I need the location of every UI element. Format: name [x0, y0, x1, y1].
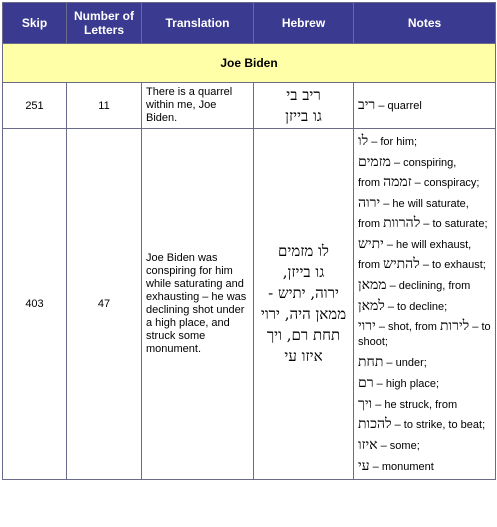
notes-cell	[354, 129, 496, 480]
hebrew-line: גו בייזן	[285, 106, 322, 125]
note-item	[358, 373, 492, 394]
note-item	[358, 415, 492, 435]
note-prefix: from	[358, 177, 384, 189]
note-text: – under;	[383, 357, 427, 369]
note-hebrew-word: להרוות	[383, 215, 421, 231]
note-hebrew-word: עי	[358, 458, 370, 474]
letters-cell: 11	[67, 83, 142, 129]
note-text: – declining, from	[386, 280, 471, 292]
hebrew-line: ממאן היה, ירוי	[260, 305, 347, 323]
note-hebrew-word: למאן	[358, 298, 385, 314]
note-hebrew-word: לו	[358, 133, 369, 149]
note-hebrew-word: לירות	[440, 318, 470, 334]
note-text: – to saturate;	[420, 218, 488, 230]
note-hebrew-word: ירוה	[358, 195, 381, 211]
note-item	[358, 152, 492, 173]
note-hebrew-word: זממה	[383, 174, 412, 190]
bible-code-table-container	[2, 2, 496, 480]
note-item	[358, 214, 492, 234]
header-row	[3, 3, 496, 44]
note-text: – high place;	[373, 378, 440, 390]
note-hebrew-word: יתיש	[358, 236, 384, 252]
note-hebrew-word: רם	[358, 375, 374, 391]
skip-cell: 251	[3, 83, 67, 129]
note-hebrew-word: ריב	[358, 97, 376, 113]
note-item	[358, 193, 492, 214]
note-hebrew-word: ירוי	[358, 318, 376, 334]
note-item	[358, 95, 492, 116]
note-item	[358, 131, 492, 152]
header-translation: Translation	[142, 3, 254, 44]
header-number-of-letters: Number of Letters	[67, 3, 142, 44]
note-item	[358, 173, 492, 193]
note-text: – he will saturate,	[380, 198, 469, 210]
note-item	[358, 275, 492, 296]
note-hebrew-word: להתיש	[383, 256, 420, 272]
hebrew-cell	[254, 83, 354, 129]
note-text: – to decline;	[384, 301, 448, 313]
table-row	[3, 129, 496, 480]
letters-cell: 47	[67, 129, 142, 480]
note-text: – to strike, to beat;	[391, 419, 486, 431]
note-text: – conspiring,	[390, 157, 457, 169]
note-text: – he will exhaust,	[383, 239, 472, 251]
header-skip: Skip	[3, 3, 67, 44]
hebrew-line: תחת רם, ויך	[266, 326, 341, 344]
notes-cell	[354, 83, 496, 129]
note-text: – to exhaust;	[419, 259, 486, 271]
translation-cell: There is a quarrel within me, Joe Biden.	[142, 83, 254, 129]
note-hebrew-word: תחת	[358, 354, 384, 370]
note-prefix: from	[358, 259, 384, 271]
hebrew-line: ירוה, יתיש -	[268, 284, 339, 302]
note-hebrew-word: ממאן	[358, 277, 387, 293]
note-item	[358, 234, 492, 255]
note-hebrew-word: להכות	[358, 416, 392, 432]
note-item	[358, 317, 492, 352]
note-hebrew-word: איזו	[358, 437, 378, 453]
skip-cell: 403	[3, 129, 67, 480]
hebrew-line: לו מזמים	[278, 242, 329, 260]
header-notes: Notes	[354, 3, 496, 44]
note-text: – shot, from	[375, 321, 441, 333]
note-text: – to shoot;	[358, 321, 491, 348]
table-row	[3, 83, 496, 129]
note-item	[358, 456, 492, 477]
note-item	[358, 296, 492, 317]
hebrew-cell	[254, 129, 354, 480]
hebrew-line: ריב בי	[286, 85, 321, 104]
note-item	[358, 255, 492, 275]
header-hebrew: Hebrew	[254, 3, 354, 44]
note-text: – conspiracy;	[411, 177, 480, 189]
note-item	[358, 394, 492, 415]
note-hebrew-word: ויך	[358, 396, 373, 412]
note-item	[358, 352, 492, 373]
note-item	[358, 435, 492, 456]
note-text: – some;	[377, 440, 420, 452]
note-text: – monument	[369, 461, 434, 473]
translation-cell: Joe Biden was conspiring for him while saturating and exhausting – he was declining shot under a high place, and struck some monument.	[142, 129, 254, 480]
section-title: Joe Biden	[3, 44, 496, 83]
note-prefix: from	[358, 218, 384, 230]
hebrew-line: איזו עי	[284, 347, 323, 365]
note-text: – he struck, from	[372, 399, 458, 411]
note-hebrew-word: מזמים	[358, 154, 391, 170]
hebrew-line: גו בייזן,	[282, 263, 325, 281]
section-row	[3, 44, 496, 83]
bible-code-table	[2, 2, 496, 480]
note-text: – quarrel	[375, 100, 422, 112]
note-text: – for him;	[368, 136, 418, 148]
